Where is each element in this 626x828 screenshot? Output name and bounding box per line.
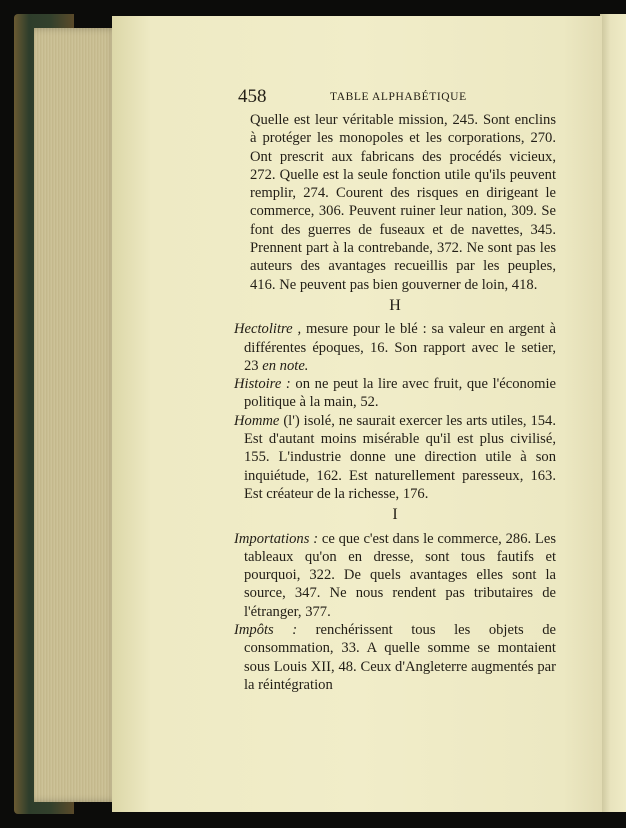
entry-impots [234, 621, 556, 694]
entry-body: ce que c'est dans le commerce, 286. Les tableaux qu'on en dresse, sont tous fautifs et pourquoi, 322. De quels avantages elles sont la source, 347. Ne nous rendent pas tributaires de l'étranger, 377. [244, 530, 557, 620]
entry-term: Importations : [234, 530, 319, 547]
entry-note: en note. [262, 357, 309, 374]
entry-body: renchérissent tous les objets de consommation, 33. A quelle somme se montaient sous Louis XII, 48. Ceux d'Angleterre augmentés par la réintégration [244, 622, 556, 693]
facing-page-edge [600, 14, 626, 812]
page-edges [34, 28, 120, 802]
page-header [238, 86, 558, 108]
entry-term: Impôts : [234, 622, 298, 639]
continuation-paragraph: Quelle est leur véritable mission, 245. Sont enclins à protéger les monopoles et les corporations, 270. Ont prescrit aux fabricans des procédés vicieux, 272. Quelle est la seule fonction utile qu'ils peuvent remplir, 274. Courent des risques en dirigeant le commerce, 306. Peuvent ruiner leur nation, 309. Se font des guerres de fuseaux et de navettes, 345. Prennent part à la contrebande, 372. Ne sont pas les auteurs des avantages recueillis par les peuples, 416. Ne peuvent pas bien gouverner de loin, 418. [250, 112, 556, 293]
entry-histoire [234, 375, 556, 412]
entry-term: Homme [234, 412, 280, 429]
entry-importations [234, 530, 556, 621]
section-letter-i: I [392, 506, 398, 524]
page-number: 458 [238, 86, 267, 107]
entry-body: mesure pour le blé : sa valeur en argent à différentes époques, 16. Son rapport avec le setier, 23 [244, 321, 556, 374]
running-title: TABLE ALPHABÉTIQUE [330, 91, 467, 103]
entry-body: on ne peut la lire avec fruit, que l'économie politique à la main, 52. [244, 376, 556, 411]
index-text [234, 111, 556, 694]
entry-homme [234, 412, 556, 503]
entry-term: Hectolitre , [234, 321, 302, 338]
entry-hectolitre [234, 320, 556, 375]
entry-body: (l') isolé, ne saurait exercer les arts utiles, 154. Est d'autant moins misérable qu'il est plus civilisé, 155. L'industrie donne une direction utile à son inquiétude, 162. Est naturellement paresseux, 163. Est créateur de la richesse, 176. [244, 412, 556, 502]
section-letter-h: H [389, 296, 401, 314]
entry-term: Histoire : [234, 376, 291, 393]
